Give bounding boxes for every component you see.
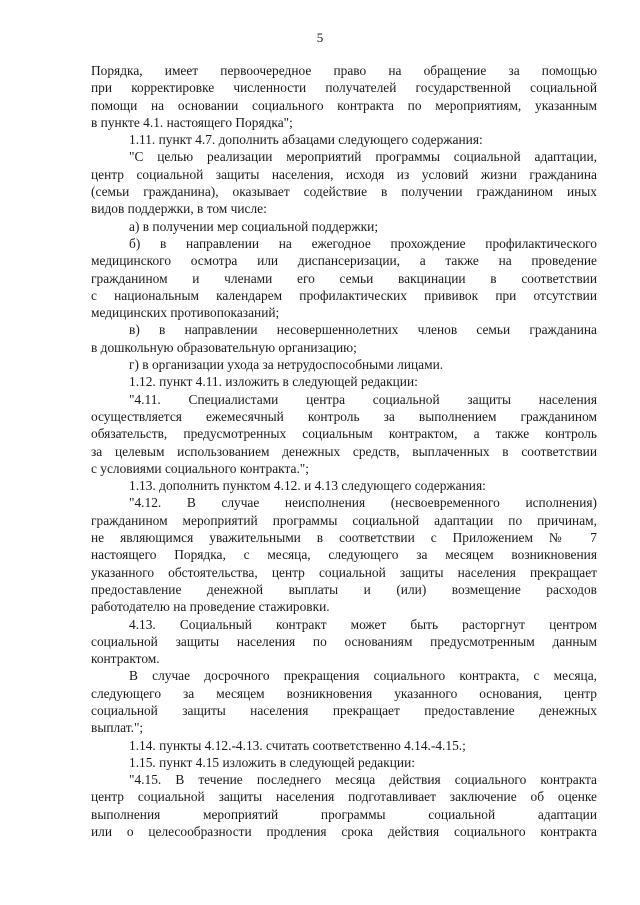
text-line: указанного обстоятельства, центр социальной защиты населения прекращает [91, 564, 597, 580]
text-line: 1.14. пункты 4.12.-4.13. считать соответственно 4.14.-4.15.; [129, 737, 466, 753]
text-line: медицинских противопоказаний; [91, 305, 280, 321]
text-line: работодателю на проведение стажировки. [91, 599, 330, 615]
text-line: видов поддержки, в том числе: [91, 201, 267, 217]
page-number: 5 [316, 30, 324, 45]
text-line: "4.15. В течение последнего месяца действия социального контракта [129, 772, 597, 788]
text-line: в дошкольную образовательную организацию; [91, 339, 357, 355]
text-line: с национальным календарем профилактических прививок при отсутствии [91, 287, 597, 303]
text-line: контрактом. [91, 651, 160, 667]
text-line: не являющимся уважительными в соответствии с Приложением № 7 [91, 530, 597, 546]
text-line: а) в получении мер социальной поддержки; [129, 218, 379, 234]
text-line: центр социальной защиты населения, исходя из условий жизни гражданина [91, 166, 597, 182]
text-line: гражданином и членами его семьи вакцинации в соответствии [91, 270, 597, 286]
text-line: выплат."; [91, 720, 144, 736]
text-line: помощи на основании социального контракта по мероприятиям, указанным [91, 97, 597, 113]
text-line: выполнения мероприятий программы социальной адаптации [91, 806, 597, 822]
text-line: осуществляется ежемесячный контроль за выполнением гражданином [91, 408, 597, 424]
text-line: 1.11. пункт 4.7. дополнить абзацами следующего содержания: [129, 132, 483, 148]
text-line: 1.15. пункт 4.15 изложить в следующей редакции: [129, 754, 415, 770]
text-line: обязательств, предусмотренных социальным контрактом, а также контроль [91, 426, 597, 442]
text-line: 4.13. Социальный контракт может быть расторгнут центром [129, 616, 597, 632]
text-line: центр социальной защиты населения подготавливает заключение об оценке [91, 789, 597, 805]
text-line: предоставление денежной выплаты и (или) возмещение расходов [91, 581, 597, 597]
text-line: или о целесообразности продления срока действия социального контракта [91, 824, 597, 840]
text-line: "С целью реализации мероприятий программы социальной адаптации, [129, 149, 597, 165]
text-line: за целевым использованием денежных средств, выплаченных в соответствии [91, 443, 597, 459]
text-line: В случае досрочного прекращения социального контракта, с месяца, [129, 668, 597, 684]
text-line: медицинского осмотра или диспансеризации, а также на проведение [91, 253, 597, 269]
text-line: Порядка, имеет первоочередное право на обращение за помощью [91, 63, 597, 78]
text-line: настоящего Порядка, с месяца, следующего за месяцем возникновения [91, 547, 597, 563]
text-line: б) в направлении на ежегодное прохождение профилактического [129, 235, 597, 251]
text-line: "4.11. Специалистами центра социальной защиты населения [129, 391, 597, 407]
text-line: социальной защиты населения по основаниям предусмотренным данным [91, 633, 597, 649]
text-line: 1.13. дополнить пунктом 4.12. и 4.13 следующего содержания: [129, 478, 486, 494]
text-line: 1.12. пункт 4.11. изложить в следующей редакции: [129, 374, 418, 390]
text-line: гражданином мероприятий программы социальной адаптации по причинам, [91, 512, 597, 528]
text-line: социальной защиты населения прекращает предоставление денежных [91, 702, 597, 718]
text-line: при корректировке численности получателей государственной социальной [91, 80, 597, 96]
text-line: с условиями социального контракта."; [91, 460, 309, 476]
document-body [91, 62, 597, 840]
text-line: в) в направлении несовершеннолетних членов семьи гражданина [129, 322, 597, 338]
text-line: следующего за месяцем возникновения указанного основания, центр [91, 685, 597, 701]
text-line: (семьи гражданина), оказывает содействие в получении гражданином иных [91, 184, 597, 200]
text-line: в пункте 4.1. настоящего Порядка"; [91, 114, 293, 130]
text-line: г) в организации ухода за нетрудоспособными лицами. [129, 357, 444, 373]
text-line: "4.12. В случае неисполнения (несвоевременного исполнения) [129, 495, 597, 511]
